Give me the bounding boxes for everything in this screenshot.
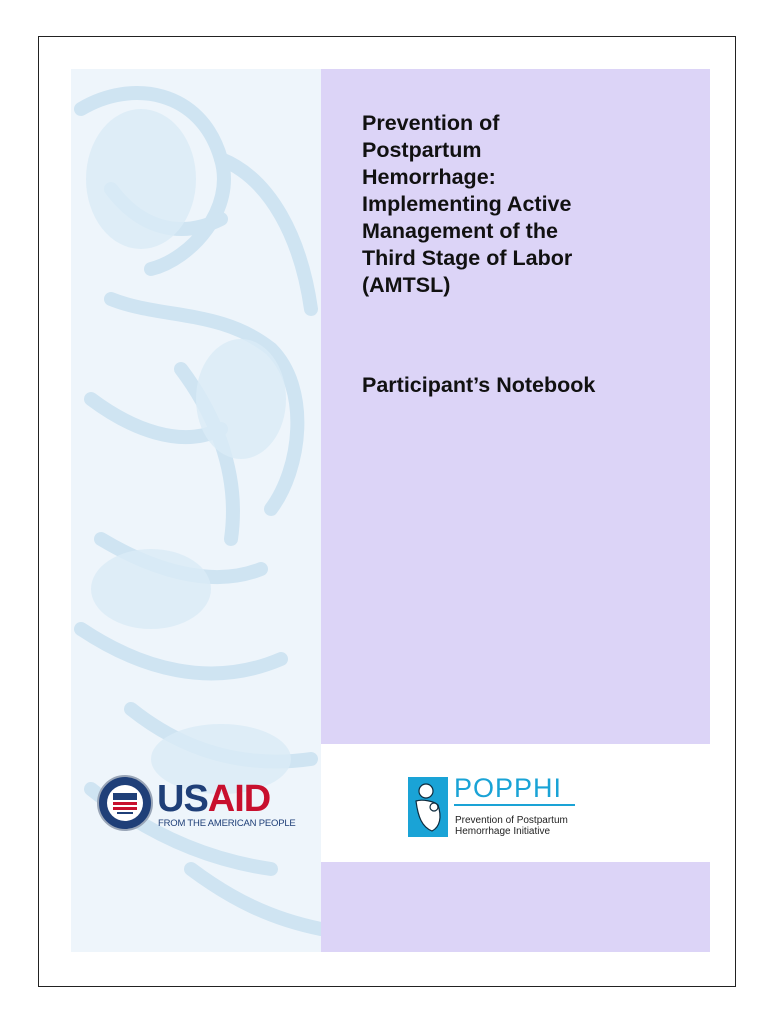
popphi-subtitle-line-1: Prevention of Postpartum [455,815,568,826]
title-line: Implementing Active [362,192,572,216]
title-line: Third Stage of Labor [362,246,573,270]
popphi-underline [454,804,575,806]
usaid-seal-svg [107,785,143,821]
title-line: Hemorrhage: [362,165,496,189]
mother-child-emblem-icon [408,777,448,837]
title-line: Postpartum [362,138,482,162]
footer-panel [321,862,710,952]
popphi-logo [408,773,588,841]
cover-title [362,110,692,299]
title-line: Prevention of [362,111,500,135]
usaid-tagline: FROM THE AMERICAN PEOPLE [158,818,296,829]
usaid-logo [97,775,296,835]
usaid-seal-icon [97,775,153,831]
title-line: (AMTSL) [362,273,451,297]
usaid-wordmark: USAID [157,778,271,820]
title-line: Management of the [362,219,558,243]
popphi-name: POPPHI [454,773,563,803]
cover-subtitle: Participant’s Notebook [362,373,596,397]
popphi-subtitle-line-2: Hemorrhage Initiative [455,826,551,837]
